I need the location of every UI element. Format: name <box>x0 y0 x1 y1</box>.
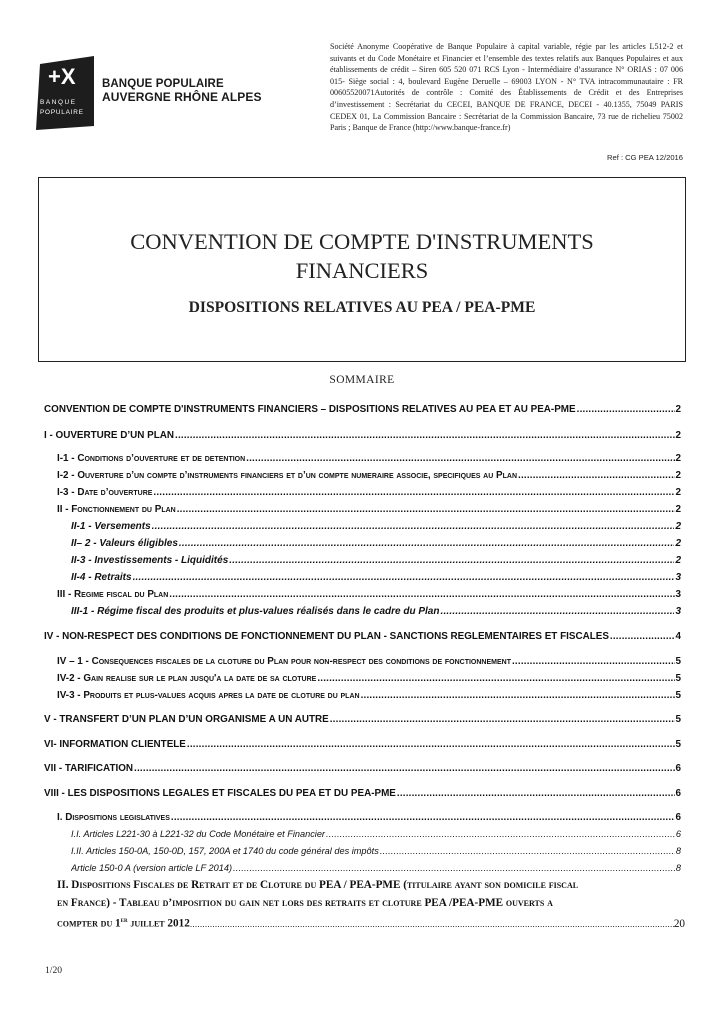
final-entry-page: 20 <box>673 917 685 930</box>
legal-notice: Société Anonyme Coopérative de Banque Populaire à capital variable, régie par les articles L512-2 et suivants et du Code Monétaire et Financier et l’ensemble des textes relatifs aux Banques Populaires et aux établissements de crédit – Siren 605 520 071 RCS Lyon - Intermédiaire d’assurance N° ORIAS : 07 006 015- Siège social : 4, boulevard Eugène Deruelle – 69003 LYON - N° TVA intracommunautaire : FR 00605520071Autorités de contrôle : Comité des Établissements de Crédit et des Entreprises d’investissement : Secrétariat du CECEI, BANQUE DE FRANCE, DECEI - 40.1355, 75049 PARIS CEDEX 01, La Commission Bancaire : Secrétariat de la Commission Bancaire, 73 rue de richelieu 75002 Paris ; Banque de France (http://www.banque-france.fr) <box>330 42 683 133</box>
toc-entry-article-150-0a[interactable]: Article 150-0 A (version article LF 2014) ..... 8 <box>71 863 681 873</box>
final-entry-line-1: II. Dispositions Fiscales de Retrait et de Cloture du PEA / PEA-PME (titulaire ayant son domicile fiscal <box>57 879 579 891</box>
toc-entry-ii[interactable]: II - Fonctionnement du Plan ..... 2 <box>57 504 681 515</box>
toc-entry-ouverture[interactable]: I - OUVERTURE D’UN PLAN ..... 2 <box>44 430 681 441</box>
toc-entry-iii-1[interactable]: III-1 - Régime fiscal des produits et plus-values réalisés dans le cadre du Plan ..... 3 <box>71 606 681 617</box>
logo-line-2: AUVERGNE RHÔNE ALPES <box>102 90 262 104</box>
toc-entry-iv-3[interactable]: IV-3 - Produits et plus-values acquis apres la date de cloture du plan ..... 5 <box>57 690 681 701</box>
toc-entry-iv-1[interactable]: IV – 1 - Consequences fiscales de la cloture du Plan pour non-respect des conditions de fonctionnement ..... 5 <box>57 656 681 667</box>
document-title <box>39 227 685 285</box>
toc-entry-viii-i-ii[interactable]: I.II. Articles 150-0A, 150-0D, 157, 200A et 1740 du code général des impôts ..... 8 <box>71 846 681 856</box>
toc-entry-iii[interactable]: III - Regime fiscal du Plan ..... 3 <box>57 589 681 600</box>
toc-entry-viii-i-i[interactable]: I.I. Articles L221-30 à L221-32 du Code Monétaire et Financier ..... 6 <box>71 829 681 839</box>
toc-entry-ii-4[interactable]: II-4 - Retraits ..... 3 <box>71 572 681 583</box>
toc-entry-ii-2[interactable]: II– 2 - Valeurs éligibles ..... 2 <box>71 538 681 549</box>
toc-entry-viii[interactable]: VIII - LES DISPOSITIONS LEGALES ET FISCALES DU PEA ET DU PEA-PME ..... 6 <box>44 788 681 799</box>
toc-entry-convention[interactable]: CONVENTION DE COMPTE D'INSTRUMENTS FINANCIERS – DISPOSITIONS RELATIVES AU PEA ET AU PEA-PME ..... 2 <box>44 404 681 415</box>
logo-mark-line2: POPULAIRE <box>40 109 84 116</box>
document-reference: Ref : CG PEA 12/2016 <box>607 153 683 162</box>
document-subtitle: DISPOSITIONS RELATIVES AU PEA / PEA-PME <box>188 299 536 316</box>
toc-entry-vii[interactable]: VII - TARIFICATION ..... 6 <box>44 763 681 774</box>
toc-entry-i-1[interactable]: I-1 - Conditions d’ouverture et de detention ..... 2 <box>57 453 681 464</box>
final-entry-line-3: compter du 1er juillet 2012 ..... 20 <box>57 912 685 933</box>
bank-logo <box>34 56 264 134</box>
page-number: 1/20 <box>45 965 63 976</box>
toc-entry-viii-ii[interactable] <box>57 877 685 933</box>
final-entry-line-2: en France) - Tableau d’imposition du gain net lors des retraits et cloture PEA /PEA-PME ouverts a <box>57 896 553 909</box>
svg-text:+X: +X <box>48 64 76 89</box>
title-box <box>38 177 686 362</box>
toc-entry-viii-i[interactable]: I. Dispositions legislatives ..... 6 <box>57 812 681 823</box>
toc-entry-ii-3[interactable]: II-3 - Investissements - Liquidités ..... 2 <box>71 555 681 566</box>
logo-line-1: BANQUE POPULAIRE <box>102 78 224 90</box>
title-line-1: CONVENTION DE COMPTE D'INSTRUMENTS <box>130 229 594 254</box>
toc-entry-vi[interactable]: VI- INFORMATION CLIENTELE ..... 5 <box>44 739 681 750</box>
logo-wordmark <box>102 78 262 104</box>
title-line-2: FINANCIERS <box>295 258 429 283</box>
toc-entry-i-3[interactable]: I-3 - Date d’ouverture ..... 2 <box>57 487 681 498</box>
toc-entry-ii-1[interactable]: II-1 - Versements ..... 2 <box>71 521 681 532</box>
sommaire-heading: SOMMAIRE <box>329 374 395 386</box>
toc-entry-iv-2[interactable]: IV-2 - Gain realise sur le plan jusqu'a la date de sa cloture ..... 5 <box>57 673 681 684</box>
toc-entry-iv[interactable]: IV - NON-RESPECT DES CONDITIONS DE FONCTIONNEMENT DU PLAN - SANCTIONS REGLEMENTAIRES ET FISCALES ..... 4 <box>44 631 681 642</box>
toc-entry-v[interactable]: V - TRANSFERT D’UN PLAN D’UN ORGANISME A UN AUTRE ..... 5 <box>44 714 681 725</box>
banque-populaire-logo-icon <box>34 56 98 130</box>
logo-mark-line1: BANQUE <box>40 99 77 106</box>
toc-entry-i-2[interactable]: I-2 - Ouverture d’un compte d’instruments financiers et d’un compte numeraire associe, specifiques au Plan ..... 2 <box>57 470 681 481</box>
